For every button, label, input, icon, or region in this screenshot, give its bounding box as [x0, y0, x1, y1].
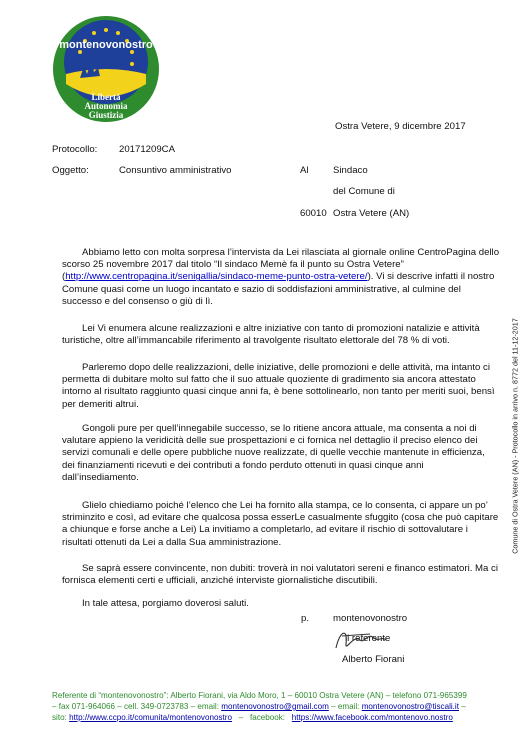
logo-line3: Giustizia	[88, 110, 124, 120]
email-gmail-link[interactable]: montenovonostro@gmail.com	[221, 702, 329, 711]
p5-text: Glielo chiediamo poiché l’elenco che Lei ha fornito alla stampa, ce lo consenta, ci appare un po’ striminzito e così, ad evitare che qualcosa possa esserLe casualmente sfuggito (cosa che può capitare a chiunque e forse anche a Lei) La invitiamo a completarlo, ad evitare il rischio di sottovalutare i risultati ottenuti da Lei a dalla Sua amministrazione.	[62, 500, 499, 548]
p3-text: Parleremo dopo delle realizzazioni, delle iniziative, delle promozioni e delle attività, ma intanto ci permetta di dubitare molto sul fatto che il suo attuale quoziente di gradimento sia ancora attestato intorno al risultato raggiunto quasi cinque anni fa, è bene sottolinearlo, non tanto per meriti suoi, bensì per demeriti altrui.	[62, 362, 495, 410]
logo-line1: Libertà	[91, 92, 121, 102]
logo-line2: Autonomia	[84, 101, 128, 111]
logo-name-text: montenovonostro	[59, 39, 153, 51]
paragraph-6	[62, 563, 500, 587]
p4-text: Gongoli pure per quell’innegabile successo, se lo ritiene ancora attuale, ma consenta a noi di valutare appieno la veridicità delle sue prospettazioni e ci fornica nel dettaglio il preciso elenco dei servizi comunali e delle opere pubbliche nuove realizzate, di quelle vecchie mantenute in efficienza, dei finanziamenti ricevuti e dei contributi a fondo perduto ottenuti in quasi cinque anni dall’insediamento.	[62, 423, 485, 483]
p1-text-a: Abbiamo letto con molta sorpresa l’intervista da Lei rilasciata al giornale online CentroPagina dello scorso 25 novembre 2017 dal titolo “Il sindaco Memè fa il punto su Ostra Vetere” (	[62, 247, 500, 283]
footer-line1: Referente di “montenovonostro”: Alberto Fiorani, via Aldo Moro, 1 – 60010 Ostra Vetere (AN) – telefono 071-965399	[52, 691, 467, 700]
protocol-side-text: Comune di Ostra Vetere (AN) - Protocollo in arrivo n. 8772 del 11-12-2017	[510, 318, 520, 554]
footer-line2	[52, 701, 512, 712]
facebook-link[interactable]: https://www.facebook.com/montenovo.nostro	[291, 713, 453, 722]
footer-line3-b: – facebook:	[231, 713, 292, 722]
signature-role: il referente	[345, 633, 391, 644]
recipient-line1: Sindaco	[333, 165, 368, 176]
p6-text: Se saprà essere convincente, non dubiti: troverà in noi valutatori sereni e financo estimatori. Ma ci fornisca elementi certi e ufficiali, anziché interviste giornalistiche discutibili.	[62, 563, 498, 587]
signature-org: montenovonostro	[333, 613, 408, 624]
paragraph-2	[62, 323, 500, 347]
paragraph-4	[62, 423, 500, 484]
oggetto-value: Consuntivo amministrativo	[119, 165, 232, 176]
paragraph-5	[62, 500, 500, 549]
recipient-al: Al	[300, 165, 309, 176]
oggetto-label: Oggetto:	[52, 165, 89, 176]
protocol-side-note	[508, 226, 522, 646]
protocollo-label: Protocollo:	[52, 144, 98, 155]
p1-text-b: ). Vi si descrive infatti il nostro Comune quasi come un luogo incantato e sazio di soddisfazioni amministrative, al culmine del successo e del consenso o giù di lì.	[62, 271, 495, 307]
date-line: Ostra Vetere, 9 dicembre 2017	[335, 121, 466, 132]
paragraph-3	[62, 362, 500, 411]
paragraph-7	[62, 598, 500, 610]
paragraph-1	[62, 247, 500, 308]
footer-line3-a: sito:	[52, 713, 70, 722]
protocollo-value: 20171209CA	[119, 144, 176, 155]
p7-text: In tale attesa, porgiamo doverosi saluti.	[82, 598, 249, 609]
p2-text: Lei Vi enumera alcune realizzazioni e altre iniziative con tanto di promozioni natalizie e attività turistiche, oltre all’immancabile riferimento al travolgente risultato elettorale del 78 % di voti.	[62, 323, 480, 347]
recipient-line3: Ostra Vetere (AN)	[333, 208, 410, 219]
recipient-cap: 60010	[300, 208, 327, 219]
site-link[interactable]: http://www.ccpo.it/comunita/montenovonostro	[69, 713, 232, 722]
footer	[52, 690, 512, 723]
signature-name: Alberto Fiorani	[342, 654, 405, 665]
footer-line2-b: – email:	[328, 702, 362, 711]
centropagina-link[interactable]: http://www.centropagina.it/senigallia/sindaco-meme-punto-ostra-vetere/	[65, 271, 368, 283]
footer-line3	[52, 712, 512, 723]
montenovonostro-logo	[52, 14, 160, 124]
signature-p: p.	[301, 613, 310, 624]
footer-line2-c: –	[458, 702, 466, 711]
recipient-line2: del Comune di	[333, 186, 395, 197]
handwritten-signature	[330, 622, 390, 658]
email-tiscali-link[interactable]: montenovonostro@tiscali.it	[361, 702, 459, 711]
footer-line2-a: – fax 071-964066 – cell. 349-0723783 – email:	[52, 702, 222, 711]
